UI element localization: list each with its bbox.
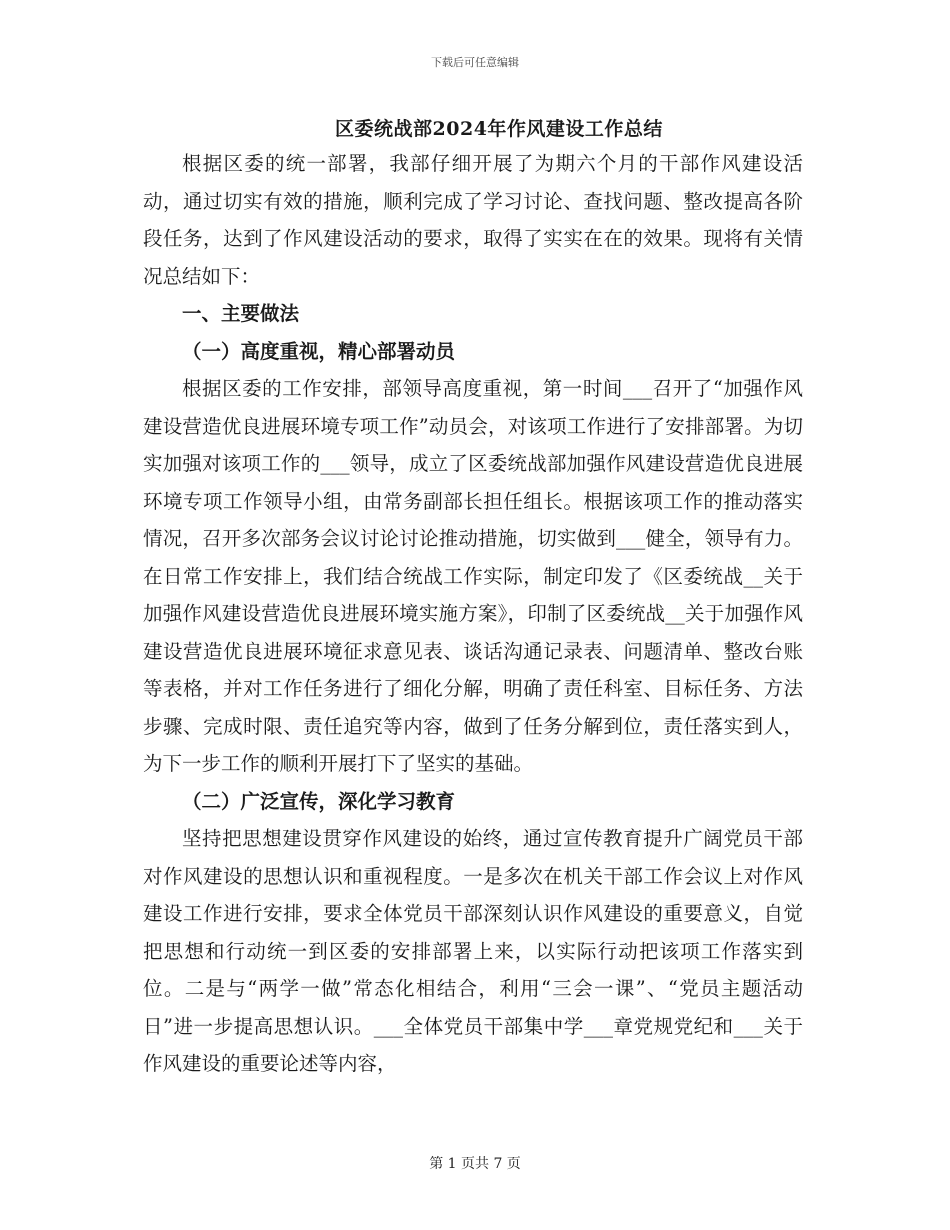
section-heading-main-practices: 一、主要做法: [182, 302, 300, 325]
paragraph-deployment: 根据区委的工作安排，部领导高度重视，第一时间___召开了“加强作风建设营造优良进展环境专项工作”动员会，对该项工作进行了安排部署。为切实加强对该项工作的___领导，成立了区委统战部加强作风建设营造优良进展环境专项工作领导小组，由常务副部长担任组长。根据该项工作的推动落实情况，召开多次部务会议讨论讨论推动措施，切实做到___健全，领导有力。在日常工作安排上，我们结合统战工作实际，制定印发了《区委统战__关于加强作风建设营造优良进展环境实施方案》，印制了区委统战__关于加强作风建设营造优良进展环境征求意见表、谈话沟通记录表、问题清单、整改台账等表格，并对工作任务进行了细化分解，明确了责任科室、目标任务、方法步骤、完成时限、责任追究等内容，做到了任务分解到位，责任落实到人，为下一步工作的顺利开展打下了坚实的基础。: [143, 377, 803, 775]
subheading-deployment: （一）高度重视，精心部署动员: [182, 339, 456, 363]
subheading-education: （二）广泛宣传，深化学习教育: [182, 789, 456, 813]
page-header-note: 下载后可任意编辑: [431, 56, 519, 69]
document-body: [143, 145, 803, 1083]
document-title: 区委统战部2024年作风建设工作总结: [335, 118, 663, 140]
paragraph-education: 坚持把思想建设贯穿作风建设的始终，通过宣传教育提升广阔党员干部对作风建设的思想认识和重视程度。一是多次在机关干部工作会议上对作风建设工作进行安排，要求全体党员干部深刻认识作风建设的重要意义，自觉把思想和行动统一到区委的安排部署上来，以实际行动把该项工作落实到位。二是与“两学一做”常态化相结合，利用“三会一课”、“党员主题活动日”进一步提高思想认识。___全体党员干部集中学___章党规党纪和___关于作风建设的重要论述等内容，: [143, 827, 803, 1075]
intro-paragraph: 根据区委的统一部署，我部仔细开展了为期六个月的干部作风建设活动，通过切实有效的措施，顺利完成了学习讨论、查找问题、整改提高各阶段任务，达到了作风建设活动的要求，取得了实实在在的效果。现将有关情况总结如下：: [143, 152, 803, 288]
page-number: 第 1 页共 7 页: [429, 1156, 521, 1172]
